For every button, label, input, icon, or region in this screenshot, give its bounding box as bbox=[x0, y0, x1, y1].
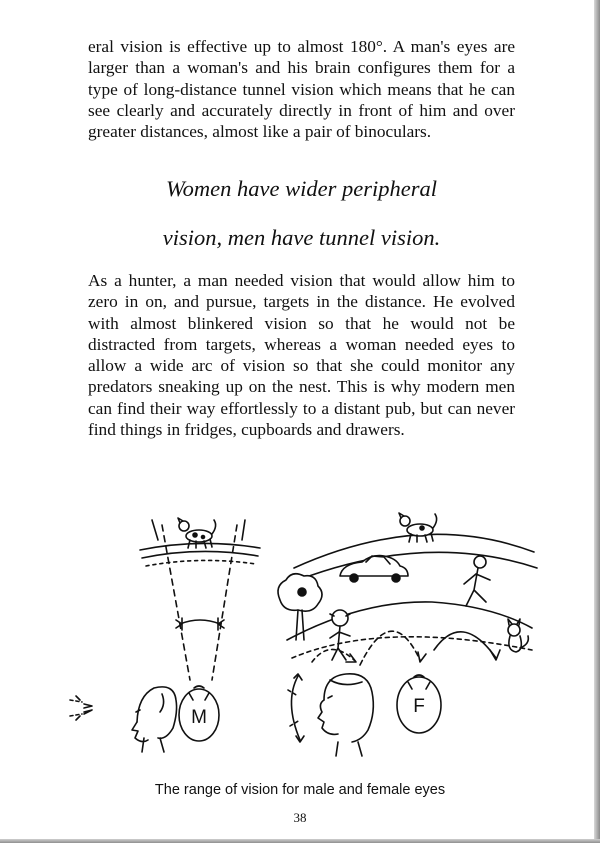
page-number: 38 bbox=[293, 810, 307, 825]
car-drawing bbox=[340, 556, 408, 582]
vision-range-illustration bbox=[62, 490, 542, 770]
woman-profile-drawing bbox=[318, 674, 373, 756]
figure-caption: The range of vision for male and female eyes bbox=[154, 782, 446, 798]
pull-quote-line-1: Women have wider peripheral bbox=[166, 176, 437, 201]
pull-quote-line-2: vision, men have tunnel vision. bbox=[162, 225, 441, 250]
jogger-drawing bbox=[464, 556, 490, 606]
page-edge-bottom bbox=[0, 839, 600, 843]
man-profile-drawing bbox=[132, 687, 177, 752]
female-head-label: F bbox=[413, 696, 425, 717]
tree-drawing bbox=[278, 574, 322, 640]
male-tunnel-vision-drawing bbox=[70, 518, 260, 752]
dog-drawing-female bbox=[399, 513, 437, 542]
body-paragraph-2: As a hunter, a man needed vision that would allow him to zero in on, and pursue, targets in the distance. He evolved with almost blinkered vision so that he would not be distracted from targets, whereas a woman needed eyes to allow a wide arc of vision so that she could monitor any predators sneaking up on the nest. This is why modern men can find their way effortlessly to a distant pub, but can never find things in fridges, cupboards and drawers. bbox=[88, 271, 515, 440]
body-paragraph-1: eral vision is effective up to almost 180°. A man's eyes are larger than a woman's and his brain configures them for a type of long-distance tunnel vision which means that he can see clearly and accurately directly in front of him and over greater distances, almost like a pair of binoculars. bbox=[88, 37, 515, 142]
child-drawing bbox=[330, 610, 350, 660]
male-head-top-view bbox=[179, 686, 219, 741]
female-peripheral-vision-drawing bbox=[278, 513, 537, 756]
female-head-top-view bbox=[397, 675, 441, 733]
page-edge-right bbox=[594, 0, 600, 843]
male-head-label: M bbox=[191, 707, 207, 728]
